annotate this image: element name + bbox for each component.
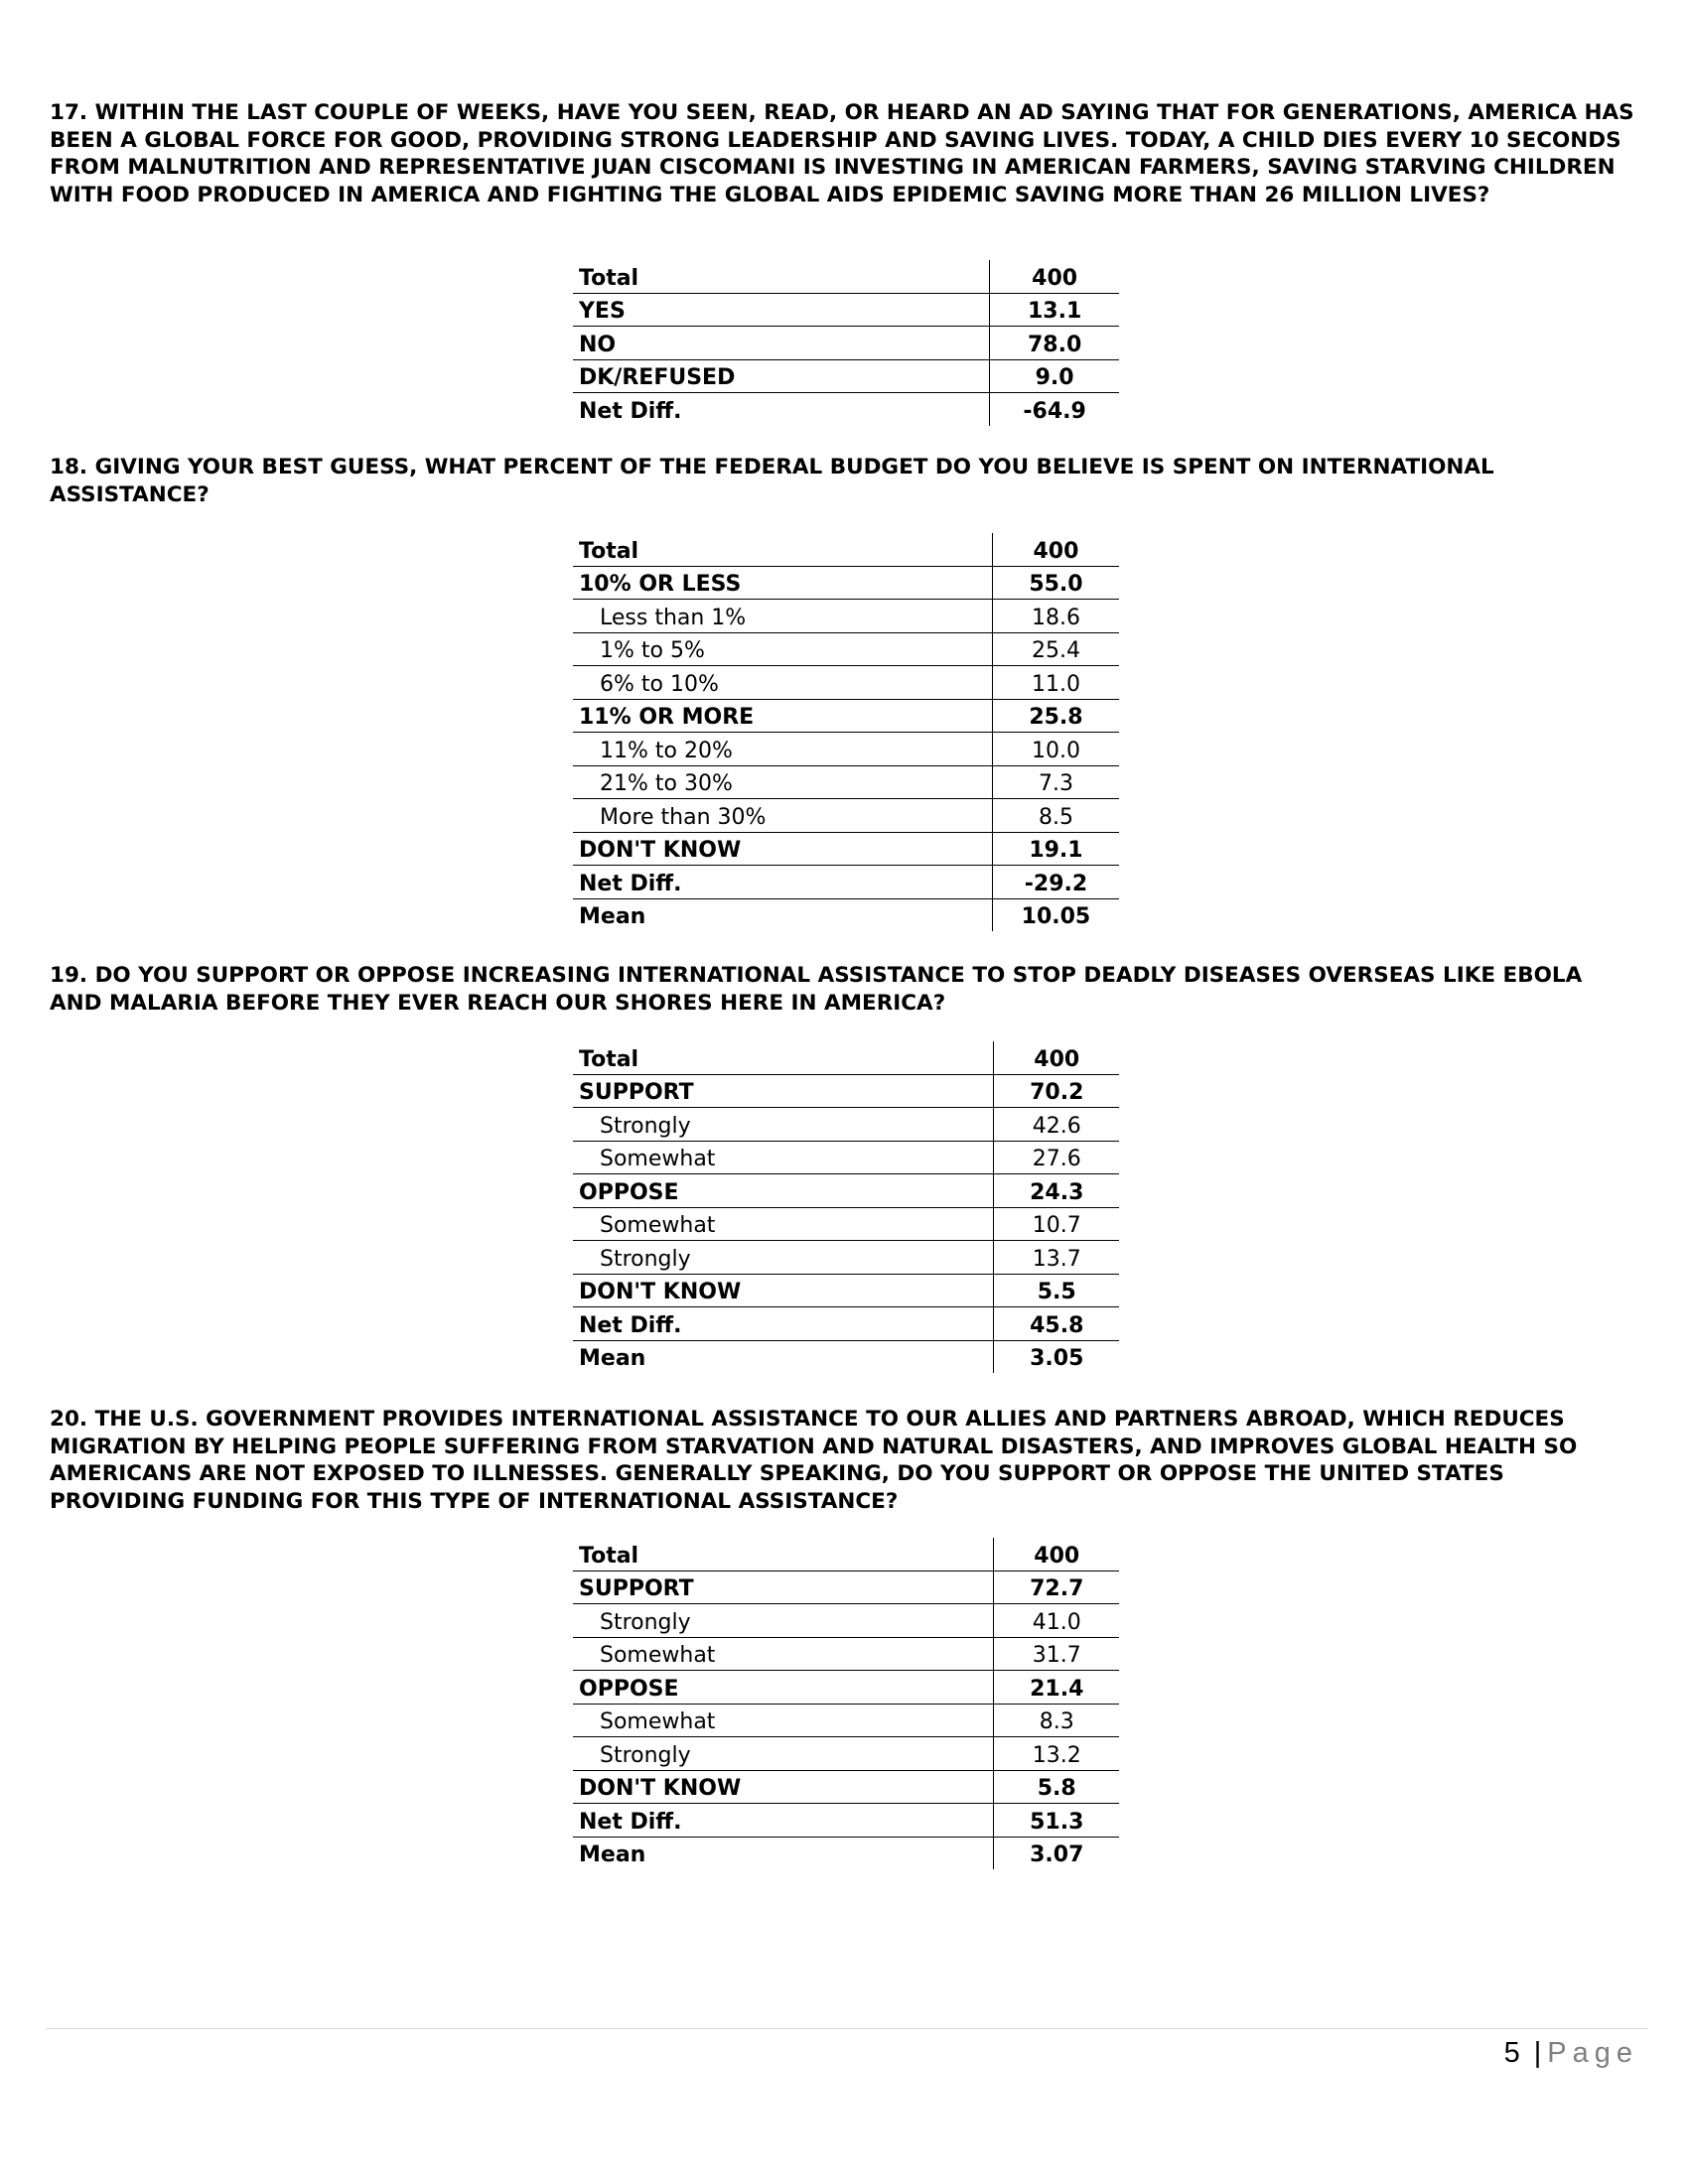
question-19-text: 19. DO YOU SUPPORT OR OPPOSE INCREASING INTERNATIONAL ASSISTANCE TO STOP DEADLY DISEASES OVERSEAS LIKE EBOLA AND MALARIA BEFORE THEY EVER REACH OUR SHORES HERE IN AMERICA? bbox=[50, 963, 1583, 1016]
table-row bbox=[573, 1340, 1119, 1373]
question-18-text: 18. GIVING YOUR BEST GUESS, WHAT PERCENT OF THE FEDERAL BUDGET DO YOU BELIEVE IS SPENT ON INTERNATIONAL ASSISTANCE? bbox=[50, 455, 1494, 507]
row-value: 11.0 bbox=[992, 666, 1119, 700]
row-label: 11% OR MORE bbox=[573, 699, 992, 733]
row-value: 45.8 bbox=[994, 1307, 1119, 1341]
table-row bbox=[573, 1570, 1119, 1604]
question-19-table bbox=[573, 1041, 1119, 1373]
table-row bbox=[573, 799, 1119, 833]
row-label: SUPPORT bbox=[573, 1074, 994, 1108]
row-value: 3.07 bbox=[994, 1837, 1119, 1869]
row-label: Somewhat bbox=[573, 1704, 994, 1737]
table-row bbox=[573, 866, 1119, 899]
row-label: Strongly bbox=[573, 1604, 994, 1638]
row-value: -29.2 bbox=[992, 866, 1119, 899]
row-label: OPPOSE bbox=[573, 1174, 994, 1208]
row-label: 10% OR LESS bbox=[573, 566, 992, 600]
row-label: DON'T KNOW bbox=[573, 832, 992, 866]
row-label: Strongly bbox=[573, 1108, 994, 1142]
row-label: 11% to 20% bbox=[573, 733, 992, 766]
table-row bbox=[573, 1704, 1119, 1737]
row-value: 70.2 bbox=[994, 1074, 1119, 1108]
question-20-text: 20. THE U.S. GOVERNMENT PROVIDES INTERNATIONAL ASSISTANCE TO OUR ALLIES AND PARTNERS ABROAD, WHICH REDUCES MIGRATION BY HELPING PEOPLE SUFFERING FROM STARVATION AND NATURAL DISASTERS, AND IMPROVES GLOBAL HEALTH SO AMERICANS ARE NOT EXPOSED TO ILLNESSES. GENERALLY SPEAKING, DO YOU SUPPORT OR OPPOSE THE UNITED STATES PROVIDING FUNDING FOR THIS TYPE OF INTERNATIONAL ASSISTANCE? bbox=[50, 1407, 1578, 1514]
table-body bbox=[573, 260, 1119, 426]
row-label: Mean bbox=[579, 904, 646, 929]
table-row bbox=[573, 1041, 1119, 1074]
row-label: YES bbox=[573, 293, 990, 327]
row-value: 25.8 bbox=[992, 699, 1119, 733]
row-label: Total bbox=[573, 533, 992, 566]
table-row bbox=[573, 260, 1119, 293]
row-label: SUPPORT bbox=[573, 1570, 994, 1604]
table-row bbox=[573, 1141, 1119, 1174]
table-row bbox=[573, 1274, 1119, 1307]
table-row bbox=[573, 1837, 1119, 1869]
row-label: 21% to 30% bbox=[573, 765, 992, 799]
row-value: 400 bbox=[990, 260, 1119, 293]
page-separator: | bbox=[1533, 2037, 1542, 2069]
table-row bbox=[573, 1804, 1119, 1838]
footer-divider bbox=[46, 2028, 1648, 2029]
table-row bbox=[573, 393, 1119, 426]
row-value: 13.2 bbox=[994, 1737, 1119, 1771]
row-value: 3.05 bbox=[994, 1340, 1119, 1373]
row-label: DK/REFUSED bbox=[573, 359, 990, 393]
table-row bbox=[573, 1737, 1119, 1771]
row-value: 7.3 bbox=[992, 765, 1119, 799]
question-18-table bbox=[573, 533, 1119, 931]
row-label: Somewhat bbox=[573, 1141, 994, 1174]
row-value: 10.0 bbox=[992, 733, 1119, 766]
row-label: Strongly bbox=[573, 1737, 994, 1771]
table-row bbox=[573, 1241, 1119, 1275]
row-value: 24.3 bbox=[994, 1174, 1119, 1208]
table-row bbox=[573, 666, 1119, 700]
row-value: 5.8 bbox=[994, 1770, 1119, 1804]
row-label: Mean bbox=[579, 1843, 646, 1867]
question-17-table bbox=[573, 260, 1119, 426]
table-row bbox=[573, 733, 1119, 766]
row-label: Total bbox=[573, 260, 990, 293]
row-value: 31.7 bbox=[994, 1637, 1119, 1671]
row-value: 19.1 bbox=[992, 832, 1119, 866]
table-row bbox=[573, 898, 1119, 931]
row-value: 400 bbox=[992, 533, 1119, 566]
table-row bbox=[573, 1604, 1119, 1638]
table-body bbox=[573, 1041, 1119, 1373]
table-row bbox=[573, 765, 1119, 799]
row-value: 78.0 bbox=[990, 327, 1119, 360]
row-label: 6% to 10% bbox=[573, 666, 992, 700]
row-label: Mean bbox=[579, 1346, 646, 1371]
row-value: 27.6 bbox=[994, 1141, 1119, 1174]
row-label: More than 30% bbox=[573, 799, 992, 833]
table-row bbox=[573, 1174, 1119, 1208]
row-value: 18.6 bbox=[992, 600, 1119, 633]
page-word: Page bbox=[1547, 2037, 1638, 2069]
row-label: OPPOSE bbox=[573, 1671, 994, 1705]
row-value: 400 bbox=[994, 1538, 1119, 1570]
row-label: DON'T KNOW bbox=[573, 1274, 994, 1307]
row-value: 21.4 bbox=[994, 1671, 1119, 1705]
row-label: Net Diff. bbox=[573, 1307, 994, 1341]
row-value: 72.7 bbox=[994, 1570, 1119, 1604]
row-value: 5.5 bbox=[994, 1274, 1119, 1307]
row-value: 41.0 bbox=[994, 1604, 1119, 1638]
row-value: 10.05 bbox=[992, 898, 1119, 931]
row-value: 8.3 bbox=[994, 1704, 1119, 1737]
table-body bbox=[573, 533, 1119, 931]
question-20-table bbox=[573, 1538, 1119, 1869]
table-row bbox=[573, 1207, 1119, 1241]
row-label: Strongly bbox=[573, 1241, 994, 1275]
row-label: Net Diff. bbox=[573, 1804, 994, 1838]
row-value: 400 bbox=[994, 1041, 1119, 1074]
table-row bbox=[573, 566, 1119, 600]
row-value: 25.4 bbox=[992, 632, 1119, 666]
row-label: 1% to 5% bbox=[573, 632, 992, 666]
table-row bbox=[573, 699, 1119, 733]
row-value: 42.6 bbox=[994, 1108, 1119, 1142]
question-17-text: 17. WITHIN THE LAST COUPLE OF WEEKS, HAVE YOU SEEN, READ, OR HEARD AN AD SAYING THAT FOR GENERATIONS, AMERICA HAS BEEN A GLOBAL FORCE FOR GOOD, PROVIDING STRONG LEADERSHIP AND SAVING LIVES. TODAY, A CHILD DIES EVERY 10 SECONDS FROM MALNUTRITION AND REPRESENTATIVE JUAN CISCOMANI IS INVESTING IN AMERICAN FARMERS, SAVING STARVING CHILDREN WITH FOOD PRODUCED IN AMERICA AND FIGHTING THE GLOBAL AIDS EPIDEMIC SAVING MORE THAN 26 MILLION LIVES? bbox=[50, 100, 1634, 207]
row-value: 13.1 bbox=[990, 293, 1119, 327]
table-row bbox=[573, 1074, 1119, 1108]
table-row bbox=[573, 1637, 1119, 1671]
table-row bbox=[573, 600, 1119, 633]
row-label: NO bbox=[573, 327, 990, 360]
row-label: DON'T KNOW bbox=[573, 1770, 994, 1804]
row-label: Somewhat bbox=[573, 1207, 994, 1241]
page-footer bbox=[1504, 2037, 1638, 2070]
table-row bbox=[573, 832, 1119, 866]
row-label: Net Diff. bbox=[579, 398, 682, 424]
row-label: Net Diff. bbox=[573, 866, 992, 899]
table-row bbox=[573, 293, 1119, 327]
row-label: Total bbox=[573, 1538, 994, 1570]
row-value: 13.7 bbox=[994, 1241, 1119, 1275]
row-value: 8.5 bbox=[992, 799, 1119, 833]
table-row bbox=[573, 632, 1119, 666]
table-row bbox=[573, 327, 1119, 360]
table-row bbox=[573, 1307, 1119, 1341]
table-row bbox=[573, 1671, 1119, 1705]
row-value: -64.9 bbox=[990, 393, 1119, 426]
table-row bbox=[573, 359, 1119, 393]
row-value: 51.3 bbox=[994, 1804, 1119, 1838]
table-row bbox=[573, 533, 1119, 566]
row-value: 55.0 bbox=[992, 566, 1119, 600]
row-label: Total bbox=[573, 1041, 994, 1074]
row-value: 9.0 bbox=[990, 359, 1119, 393]
row-label: Somewhat bbox=[573, 1637, 994, 1671]
row-label: Less than 1% bbox=[573, 600, 992, 633]
table-row bbox=[573, 1108, 1119, 1142]
table-row bbox=[573, 1538, 1119, 1570]
page-number: 5 bbox=[1503, 2037, 1520, 2069]
table-body bbox=[573, 1538, 1119, 1869]
table-row bbox=[573, 1770, 1119, 1804]
row-value: 10.7 bbox=[994, 1207, 1119, 1241]
